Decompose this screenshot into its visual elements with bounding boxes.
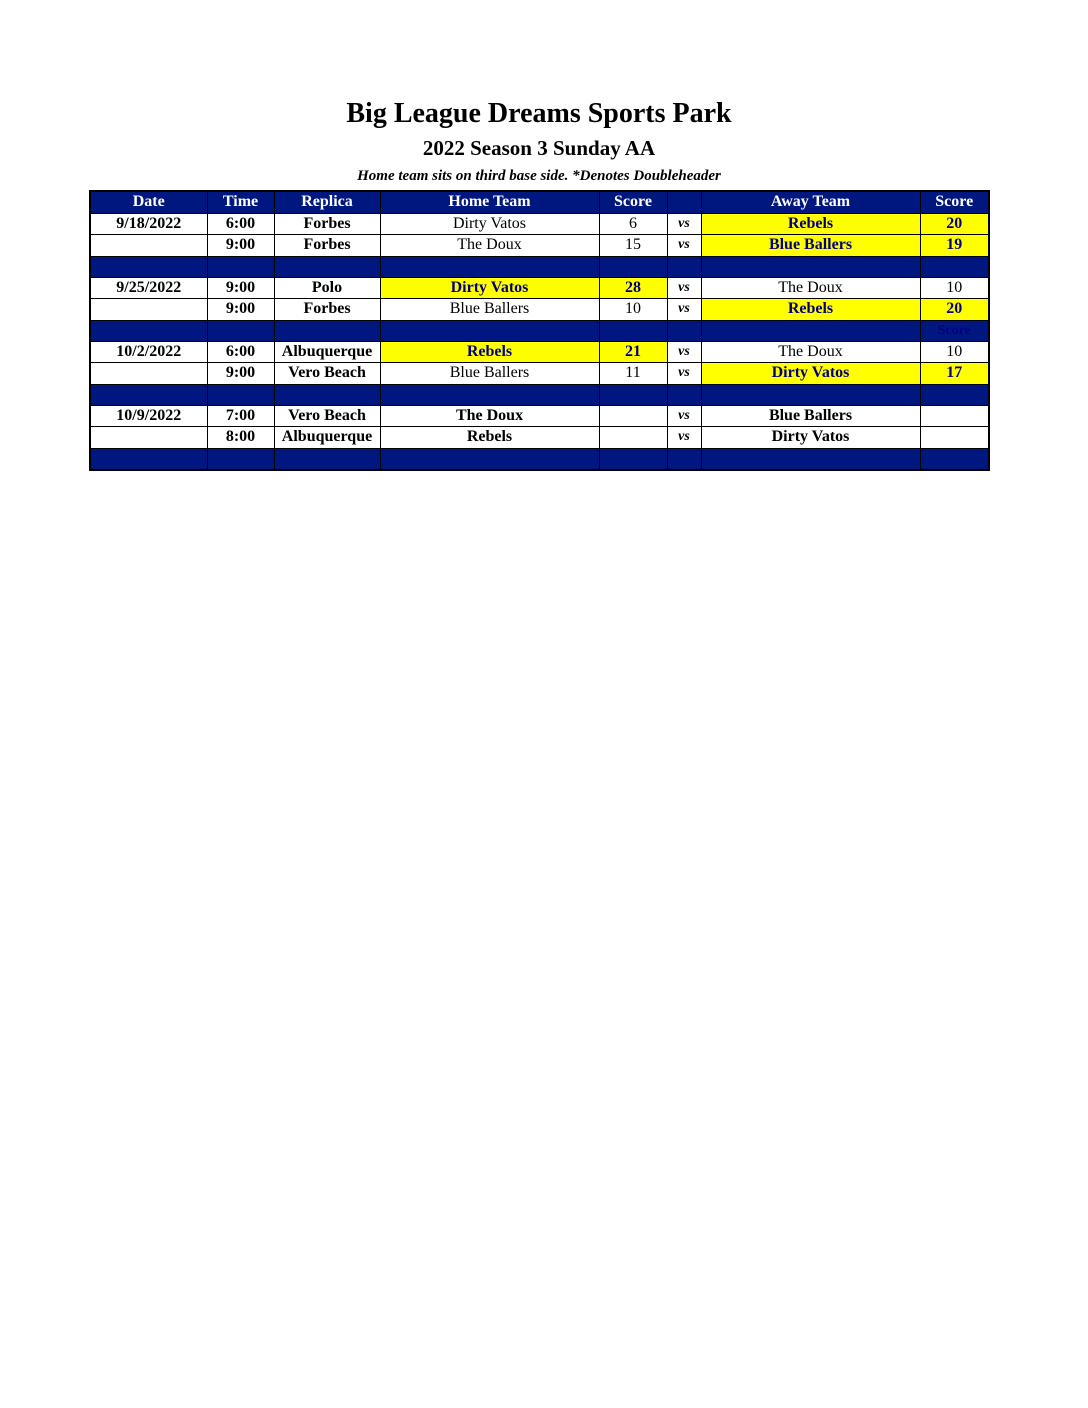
replica-cell: Vero Beach bbox=[274, 363, 380, 385]
column-header-vs bbox=[667, 191, 701, 213]
home-team-cell: Blue Ballers bbox=[380, 299, 599, 321]
away-score-cell bbox=[920, 405, 989, 427]
away-score-cell: 19 bbox=[920, 235, 989, 257]
table-row bbox=[90, 299, 989, 321]
date-cell bbox=[90, 235, 207, 257]
schedule-note: Home team sits on third base side. *Denotes Doubleheader bbox=[357, 168, 721, 184]
time-cell: 9:00 bbox=[207, 277, 274, 299]
away-team-cell: Rebels bbox=[701, 299, 920, 321]
away-score-cell: 20 bbox=[920, 213, 989, 235]
home-team-cell: Rebels bbox=[380, 427, 599, 449]
time-cell: 7:00 bbox=[207, 405, 274, 427]
away-score-cell bbox=[920, 427, 989, 449]
table-row bbox=[90, 427, 989, 449]
home-score-cell: 28 bbox=[599, 277, 667, 299]
vs-cell: vs bbox=[667, 213, 701, 235]
home-team-cell: The Doux bbox=[380, 405, 599, 427]
replica-cell: Forbes bbox=[274, 299, 380, 321]
vs-cell: vs bbox=[667, 363, 701, 385]
home-score-cell: 15 bbox=[599, 235, 667, 257]
vs-cell: vs bbox=[667, 405, 701, 427]
page-title: Big League Dreams Sports Park bbox=[346, 98, 732, 129]
home-team-cell: Dirty Vatos bbox=[380, 213, 599, 235]
replica-cell: Forbes bbox=[274, 213, 380, 235]
column-header-home-score: Score bbox=[599, 191, 667, 213]
replica-cell: Albuquerque bbox=[274, 341, 380, 363]
vs-cell: vs bbox=[667, 341, 701, 363]
away-score-cell: 20 bbox=[920, 299, 989, 321]
home-score-cell: 21 bbox=[599, 341, 667, 363]
home-score-cell: 10 bbox=[599, 299, 667, 321]
table-row bbox=[90, 277, 989, 299]
time-cell: 8:00 bbox=[207, 427, 274, 449]
table-row bbox=[90, 235, 989, 257]
home-team-cell: Rebels bbox=[380, 341, 599, 363]
table-row bbox=[90, 213, 989, 235]
column-header-replica: Replica bbox=[274, 191, 380, 213]
replica-cell: Forbes bbox=[274, 235, 380, 257]
time-cell: 6:00 bbox=[207, 213, 274, 235]
column-header-date: Date bbox=[90, 191, 207, 213]
home-score-cell bbox=[599, 405, 667, 427]
table-row bbox=[90, 405, 989, 427]
replica-cell: Polo bbox=[274, 277, 380, 299]
away-team-cell: The Doux bbox=[701, 277, 920, 299]
column-header-away-score: Score bbox=[920, 191, 989, 213]
date-cell bbox=[90, 363, 207, 385]
date-cell: 10/9/2022 bbox=[90, 405, 207, 427]
home-score-cell: 6 bbox=[599, 213, 667, 235]
table-header-row bbox=[90, 191, 989, 213]
table-row bbox=[90, 341, 989, 363]
vs-cell: vs bbox=[667, 427, 701, 449]
home-score-cell bbox=[599, 427, 667, 449]
column-header-home-team: Home Team bbox=[380, 191, 599, 213]
away-team-cell: Rebels bbox=[701, 213, 920, 235]
away-score-cell: 17 bbox=[920, 363, 989, 385]
away-team-cell: Blue Ballers bbox=[701, 235, 920, 257]
separator-row bbox=[90, 256, 989, 277]
vs-cell: vs bbox=[667, 277, 701, 299]
page-subtitle: 2022 Season 3 Sunday AA bbox=[422, 136, 656, 160]
away-score-cell: 10 bbox=[920, 341, 989, 363]
date-cell: 9/25/2022 bbox=[90, 277, 207, 299]
date-cell: 10/2/2022 bbox=[90, 341, 207, 363]
separator-row bbox=[90, 320, 989, 341]
date-cell: 9/18/2022 bbox=[90, 213, 207, 235]
date-cell bbox=[90, 427, 207, 449]
time-cell: 6:00 bbox=[207, 341, 274, 363]
away-team-cell: Blue Ballers bbox=[701, 405, 920, 427]
column-header-time: Time bbox=[207, 191, 274, 213]
away-team-cell: The Doux bbox=[701, 341, 920, 363]
replica-cell: Vero Beach bbox=[274, 405, 380, 427]
time-cell: 9:00 bbox=[207, 363, 274, 385]
date-cell bbox=[90, 299, 207, 321]
schedule-table bbox=[89, 190, 990, 471]
away-score-cell: 10 bbox=[920, 277, 989, 299]
column-header-away-team: Away Team bbox=[701, 191, 920, 213]
separator-row bbox=[90, 448, 989, 470]
separator-score-label: Score bbox=[920, 320, 989, 341]
separator-row bbox=[90, 384, 989, 405]
time-cell: 9:00 bbox=[207, 299, 274, 321]
vs-cell: vs bbox=[667, 235, 701, 257]
table-row bbox=[90, 363, 989, 385]
time-cell: 9:00 bbox=[207, 235, 274, 257]
home-score-cell: 11 bbox=[599, 363, 667, 385]
replica-cell: Albuquerque bbox=[274, 427, 380, 449]
home-team-cell: The Doux bbox=[380, 235, 599, 257]
away-team-cell: Dirty Vatos bbox=[701, 363, 920, 385]
away-team-cell: Dirty Vatos bbox=[701, 427, 920, 449]
vs-cell: vs bbox=[667, 299, 701, 321]
home-team-cell: Blue Ballers bbox=[380, 363, 599, 385]
home-team-cell: Dirty Vatos bbox=[380, 277, 599, 299]
